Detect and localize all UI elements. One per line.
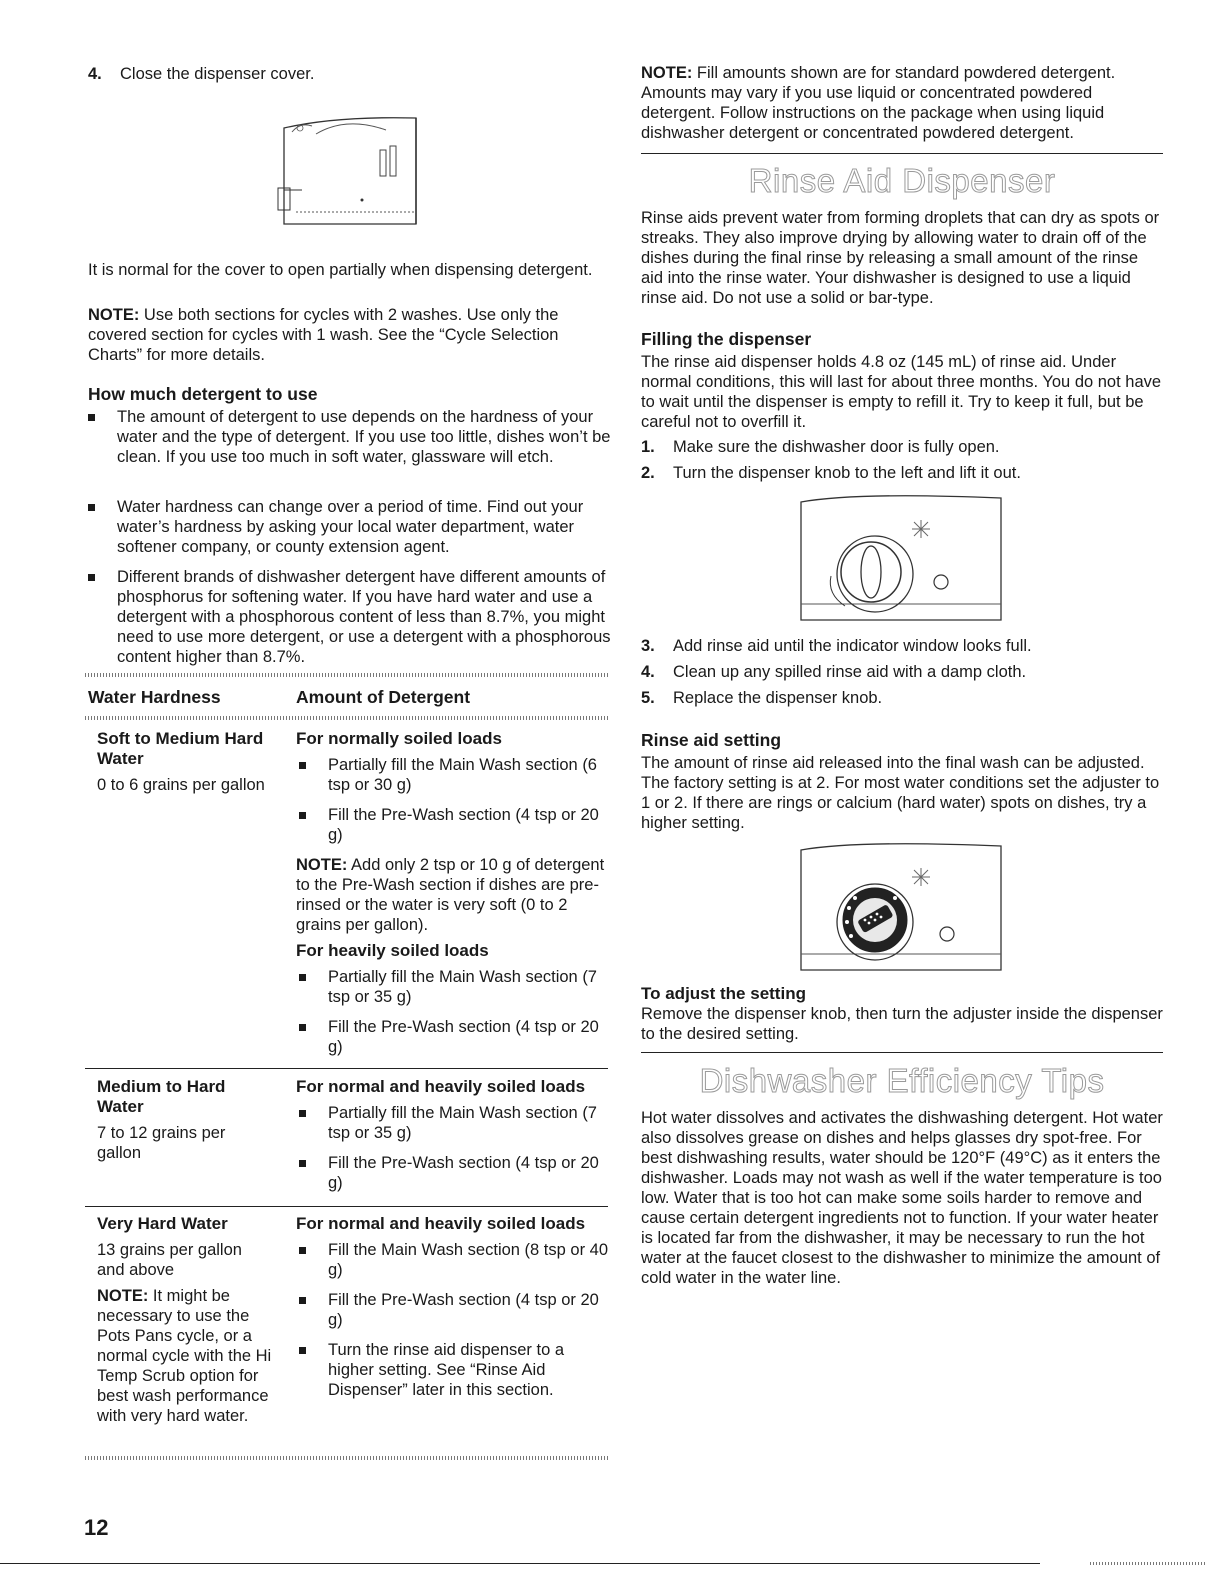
note-text: Use both sections for cycles with 2 washes. Use only the covered section for cycles with 1 wash. See the “Cycle Selection Charts” for more details. [88,306,559,364]
step-number: 4. [641,663,655,681]
bullet-item [85,407,632,467]
rinse-aid-setting-heading: Rinse aid setting [641,730,782,750]
bullet-text: Fill the Pre-Wash section (4 tsp or 20 g) [328,1018,599,1056]
table-row-divider [85,1068,608,1069]
note-label: NOTE: [296,856,348,874]
how-much-detergent-heading: How much detergent to use [88,384,318,404]
page-number: 12 [84,1515,109,1540]
bullet-text: Partially fill the Main Wash section (7 tsp or 35 g) [328,968,597,1006]
table-row-divider [85,1206,608,1207]
detergent-amount-note [641,63,1163,143]
filling-dispenser-text: The rinse aid dispenser holds 4.8 oz (145 mL) of rinse aid. Under normal conditions, this will last for about three months. You do not have to wait until the dispenser is empty to refill it. Try to keep it full, but be careful not to overfill it. [641,353,1162,431]
bullet-square-icon [299,812,306,819]
efficiency-tips-section-title: Dishwasher Efficiency Tips [699,1062,1105,1099]
bullet-square-icon [299,974,306,981]
rinse-adjuster-illustration [797,842,1007,974]
hardness-desc: 0 to 6 grains per gallon [97,776,265,794]
bullet-text: Water hardness can change over a period of time. Find out your water’s hardness by asking your local water department, water softener company, or county extension agent. [117,498,584,556]
bullet-square-icon [299,1347,306,1354]
bullet-item [85,567,637,667]
section-rule [641,153,1163,154]
bullet-text: Fill the Main Wash section (8 tsp or 40 g) [328,1241,609,1279]
step-4-right [641,662,1183,682]
table-note [97,1286,272,1426]
step-text: Turn the dispenser knob to the left and lift it out. [673,464,1021,482]
note-label: NOTE: [88,306,140,324]
table-header-rule [85,716,608,720]
note-text: Add only 2 tsp or 10 g of detergent to the Pre-Wash section if dishes are pre-rinsed or the water is very soft (0 to 2 grains per gallon). [296,856,605,934]
bullet-square-icon [299,1110,306,1117]
step-text: Clean up any spilled rinse aid with a damp cloth. [673,663,1027,681]
note-text: Fill amounts shown are for standard powdered detergent. Amounts may vary if you use liquid or concentrated powdered detergent. Follow instructions on the package when using liquid dishwasher detergent or concentrated powdered detergent. [641,64,1116,142]
note-sections [88,305,608,365]
hardness-desc: 13 grains per gallon and above [97,1241,242,1279]
step-text: Close the dispenser cover. [120,65,315,83]
bullet-item [296,755,606,795]
bullet-item [296,1017,606,1057]
hardness-title: Very Hard Water [97,1214,228,1233]
step-number: 2. [641,464,655,482]
table-row [97,729,267,795]
step-number: 5. [641,689,655,707]
note-text: It might be necessary to use the Pots Pans cycle, or a normal cycle with the Hi Temp Scrub option for best wash performance with very hard water. [97,1287,272,1425]
table-bottom-rule [85,1456,608,1460]
table-row [97,1214,272,1426]
load-subheading: For normal and heavily soiled loads [296,1077,586,1096]
bullet-square-icon [299,762,306,769]
load-subheading: For normal and heavily soiled loads [296,1214,586,1233]
rinse-aid-section-title: Rinse Aid Dispenser [748,162,1056,199]
table-top-rule [85,673,608,677]
bullet-square-icon [299,1297,306,1304]
bullet-text: Fill the Pre-Wash section (4 tsp or 20 g) [328,1154,599,1192]
adjust-setting-text: Remove the dispenser knob, then turn the adjuster inside the dispenser to the desired setting. [641,1005,1163,1043]
bullet-square-icon [88,414,95,421]
step-text: Add rinse aid until the indicator window looks full. [673,637,1032,655]
step-text: Make sure the dishwasher door is fully open. [673,438,1000,456]
step-4 [88,64,640,84]
bullet-square-icon [299,1160,306,1167]
dispenser-cover-illustration [276,112,428,232]
table-row [97,1077,267,1163]
step-text: Replace the dispenser knob. [673,689,883,707]
step-2 [641,463,1183,483]
load-subheading: For normally soiled loads [296,729,502,748]
table-header-hardness: Water Hardness [88,687,221,707]
bullet-item [296,1153,608,1193]
filling-dispenser-heading: Filling the dispenser [641,329,812,349]
amount-cell [296,1214,608,1400]
bullet-text: Partially fill the Main Wash section (7 tsp or 35 g) [328,1104,597,1142]
load-subheading: For heavily soiled loads [296,941,489,960]
hardness-desc: 7 to 12 grains per gallon [97,1124,226,1162]
efficiency-tips-text: Hot water dissolves and activates the dishwashing detergent. Hot water also dissolves grease on dishes and helps glasses dry spot-free. For best dishwashing results, water should be 120°F (49°C) as it enters the dishwasher. Loads may not wash as well if the water temperature is too low. Water that is too hot can make some soils harder to remove and cause certain detergent ingredients not to function. If your water heater is located far from the dishwasher, it may be necessary to run the hot water at the faucet closest to the dishwasher to minimize the amount of cold water in the water line. [641,1109,1163,1287]
rinse-aid-setting-text: The amount of rinse aid released into the final wash can be adjusted. The factory setting is at 2. For most water conditions set the adjuster to 1 or 2. If there are rings or calcium (hard water) spots on dishes, try a higher setting. [641,754,1160,832]
bullet-square-icon [299,1024,306,1031]
step-number: 3. [641,637,655,655]
section-rule [641,1052,1163,1053]
bullet-square-icon [299,1247,306,1254]
footer-mark [1090,1562,1205,1565]
table-header-amount: Amount of Detergent [296,687,471,707]
bullet-item [296,1103,608,1143]
bullet-item [296,805,606,845]
note-label: NOTE: [97,1287,149,1305]
bullet-text: Partially fill the Main Wash section (6 tsp or 30 g) [328,756,597,794]
bullet-item [296,1340,608,1400]
bullet-square-icon [88,504,95,511]
table-note [296,855,606,935]
hardness-title: Medium to Hard Water [97,1077,226,1116]
step-5 [641,688,1183,708]
step-3 [641,636,1183,656]
amount-cell [296,1077,608,1193]
bullet-text: The amount of detergent to use depends on the hardness of your water and the type of detergent. If you use too little, dishes won’t be clean. If you use too much in soft water, glassware will etch. [117,408,611,466]
note-label: NOTE: [641,64,693,82]
footer-rule [0,1563,1040,1564]
step-number: 1. [641,438,655,456]
bullet-square-icon [88,574,95,581]
bullet-item [296,1240,608,1280]
bullet-item [296,1290,608,1330]
hardness-title: Soft to Medium Hard Water [97,729,264,768]
rinse-aid-intro: Rinse aids prevent water from forming droplets that can dry as spots or streaks. They also improve drying by allowing water to drain off of the dishes during the final rinse by releasing a small amount of the rinse aid into the rinse water. Your dishwasher is designed to use a liquid rinse aid. Do not use a solid or bar-type. [641,209,1160,307]
bullet-item [296,967,606,1007]
bullet-text: Turn the rinse aid dispenser to a higher setting. See “Rinse Aid Dispenser” later in this section. [328,1341,565,1399]
cover-open-paragraph: It is normal for the cover to open partially when dispensing detergent. [88,261,593,279]
bullet-text: Fill the Pre-Wash section (4 tsp or 20 g) [328,1291,599,1329]
bullet-text: Fill the Pre-Wash section (4 tsp or 20 g) [328,806,599,844]
dispenser-knob-illustration [797,494,1007,626]
bullet-item [85,497,632,557]
step-1 [641,437,1183,457]
bullet-text: Different brands of dishwasher detergent have different amounts of phosphorus for softening water. If you have hard water and use a detergent with a phosphorous content of less than 8.7%, you might need to use more detergent, or use a detergent with a phosphorous content higher than 8.7%. [117,568,611,666]
step-number: 4. [88,65,102,83]
amount-cell [296,729,606,1057]
adjust-setting-heading: To adjust the setting [641,984,806,1003]
